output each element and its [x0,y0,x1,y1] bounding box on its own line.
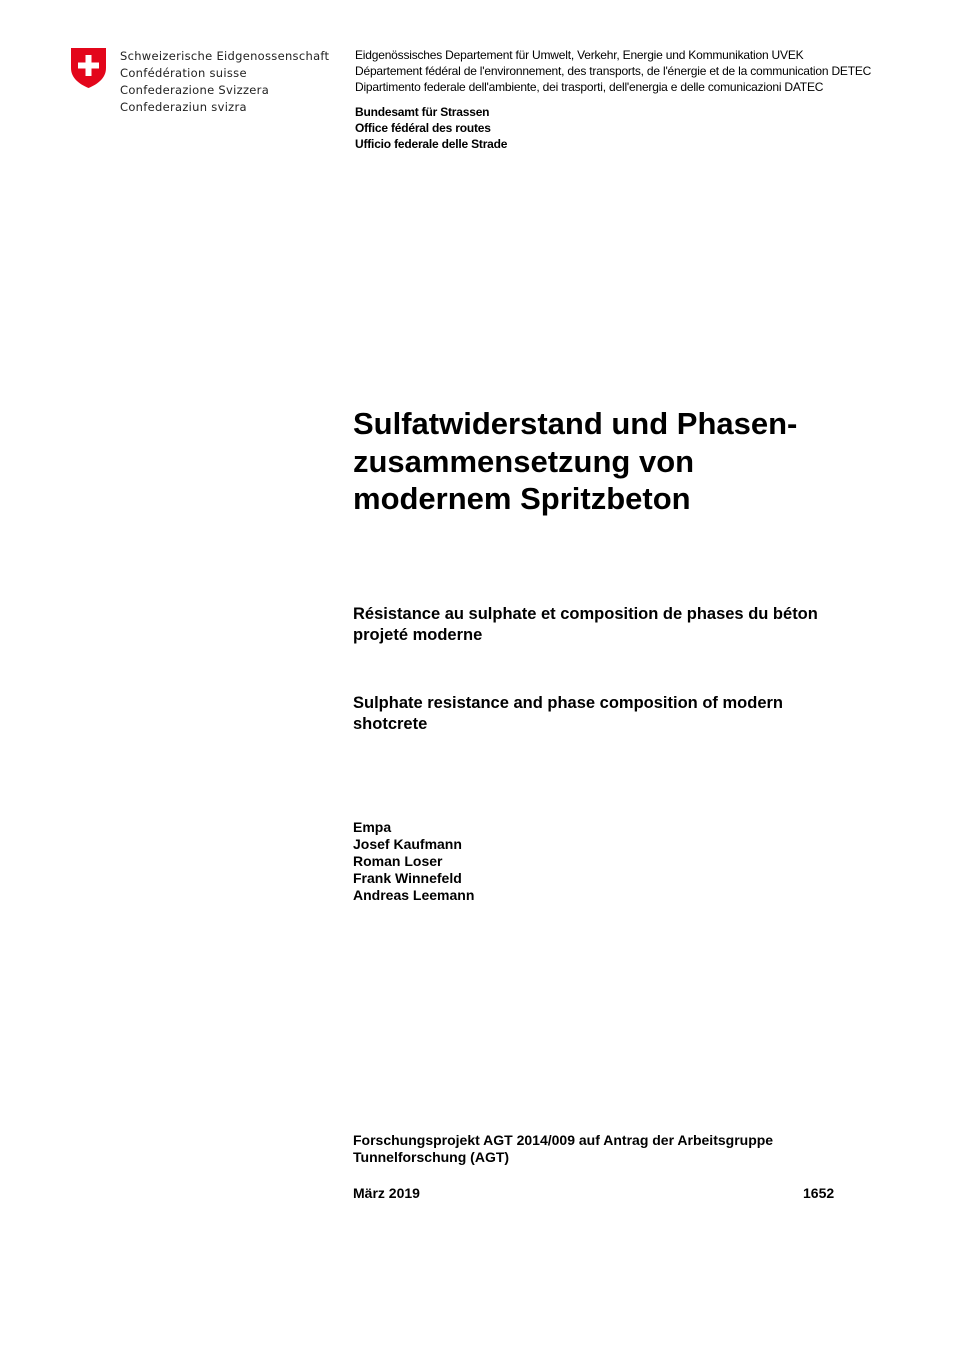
project-line: Tunnelforschung (AGT) [353,1149,510,1165]
publication-date: März 2019 [353,1185,420,1201]
department-line-fr: Département fédéral de l'environnement, des transports, de l'énergie et de la communication DETEC [355,64,872,78]
department-line-de: Eidgenössisches Departement für Umwelt, Verkehr, Energie und Kommunikation UVEK [355,48,804,62]
swiss-cross-shield-icon [70,47,107,89]
title-line: Sulfatwiderstand und Phasen- [353,406,798,441]
office-block [355,104,507,152]
subtitle-line: Résistance au sulphate et composition de phases du béton [353,605,818,623]
office-line-fr: Office fédéral des routes [355,121,491,135]
title-line: modernem Spritzbeton [353,481,691,516]
department-line-it: Dipartimento federale dell'ambiente, dei trasporti, dell'energia e delle comunicazioni DATEC [355,80,824,94]
subtitle-line: shotcrete [353,714,428,733]
confederation-name-fr: Confédération suisse [120,66,247,80]
confederation-names [120,48,329,116]
subtitle-line: projeté moderne [353,625,483,644]
confederation-name-it: Confederazione Svizzera [120,83,270,97]
author-institution: Empa [353,819,392,835]
author-name: Josef Kaufmann [353,836,462,852]
author-name: Roman Loser [353,853,443,869]
department-block [355,47,871,95]
office-line-it: Ufficio federale delle Strade [355,137,508,151]
office-line-de: Bundesamt für Strassen [355,105,490,119]
subtitle-line: Sulphate resistance and phase composition of modern [353,694,783,712]
title-line: zusammensetzung von [353,443,695,479]
authors-list [353,819,474,904]
report-title [353,405,913,518]
report-number: 1652 [803,1185,835,1201]
subtitle-english [353,693,883,734]
project-line: Forschungsprojekt AGT 2014/009 auf Antrag der Arbeitsgruppe [353,1132,774,1148]
subtitle-french [353,604,883,645]
author-name: Frank Winnefeld [353,870,462,886]
confederation-name-rm: Confederaziun svizra [120,100,247,114]
project-info [353,1132,833,1166]
confederation-name-de: Schweizerische Eidgenossenschaft [120,49,330,63]
author-name: Andreas Leemann [353,887,475,903]
